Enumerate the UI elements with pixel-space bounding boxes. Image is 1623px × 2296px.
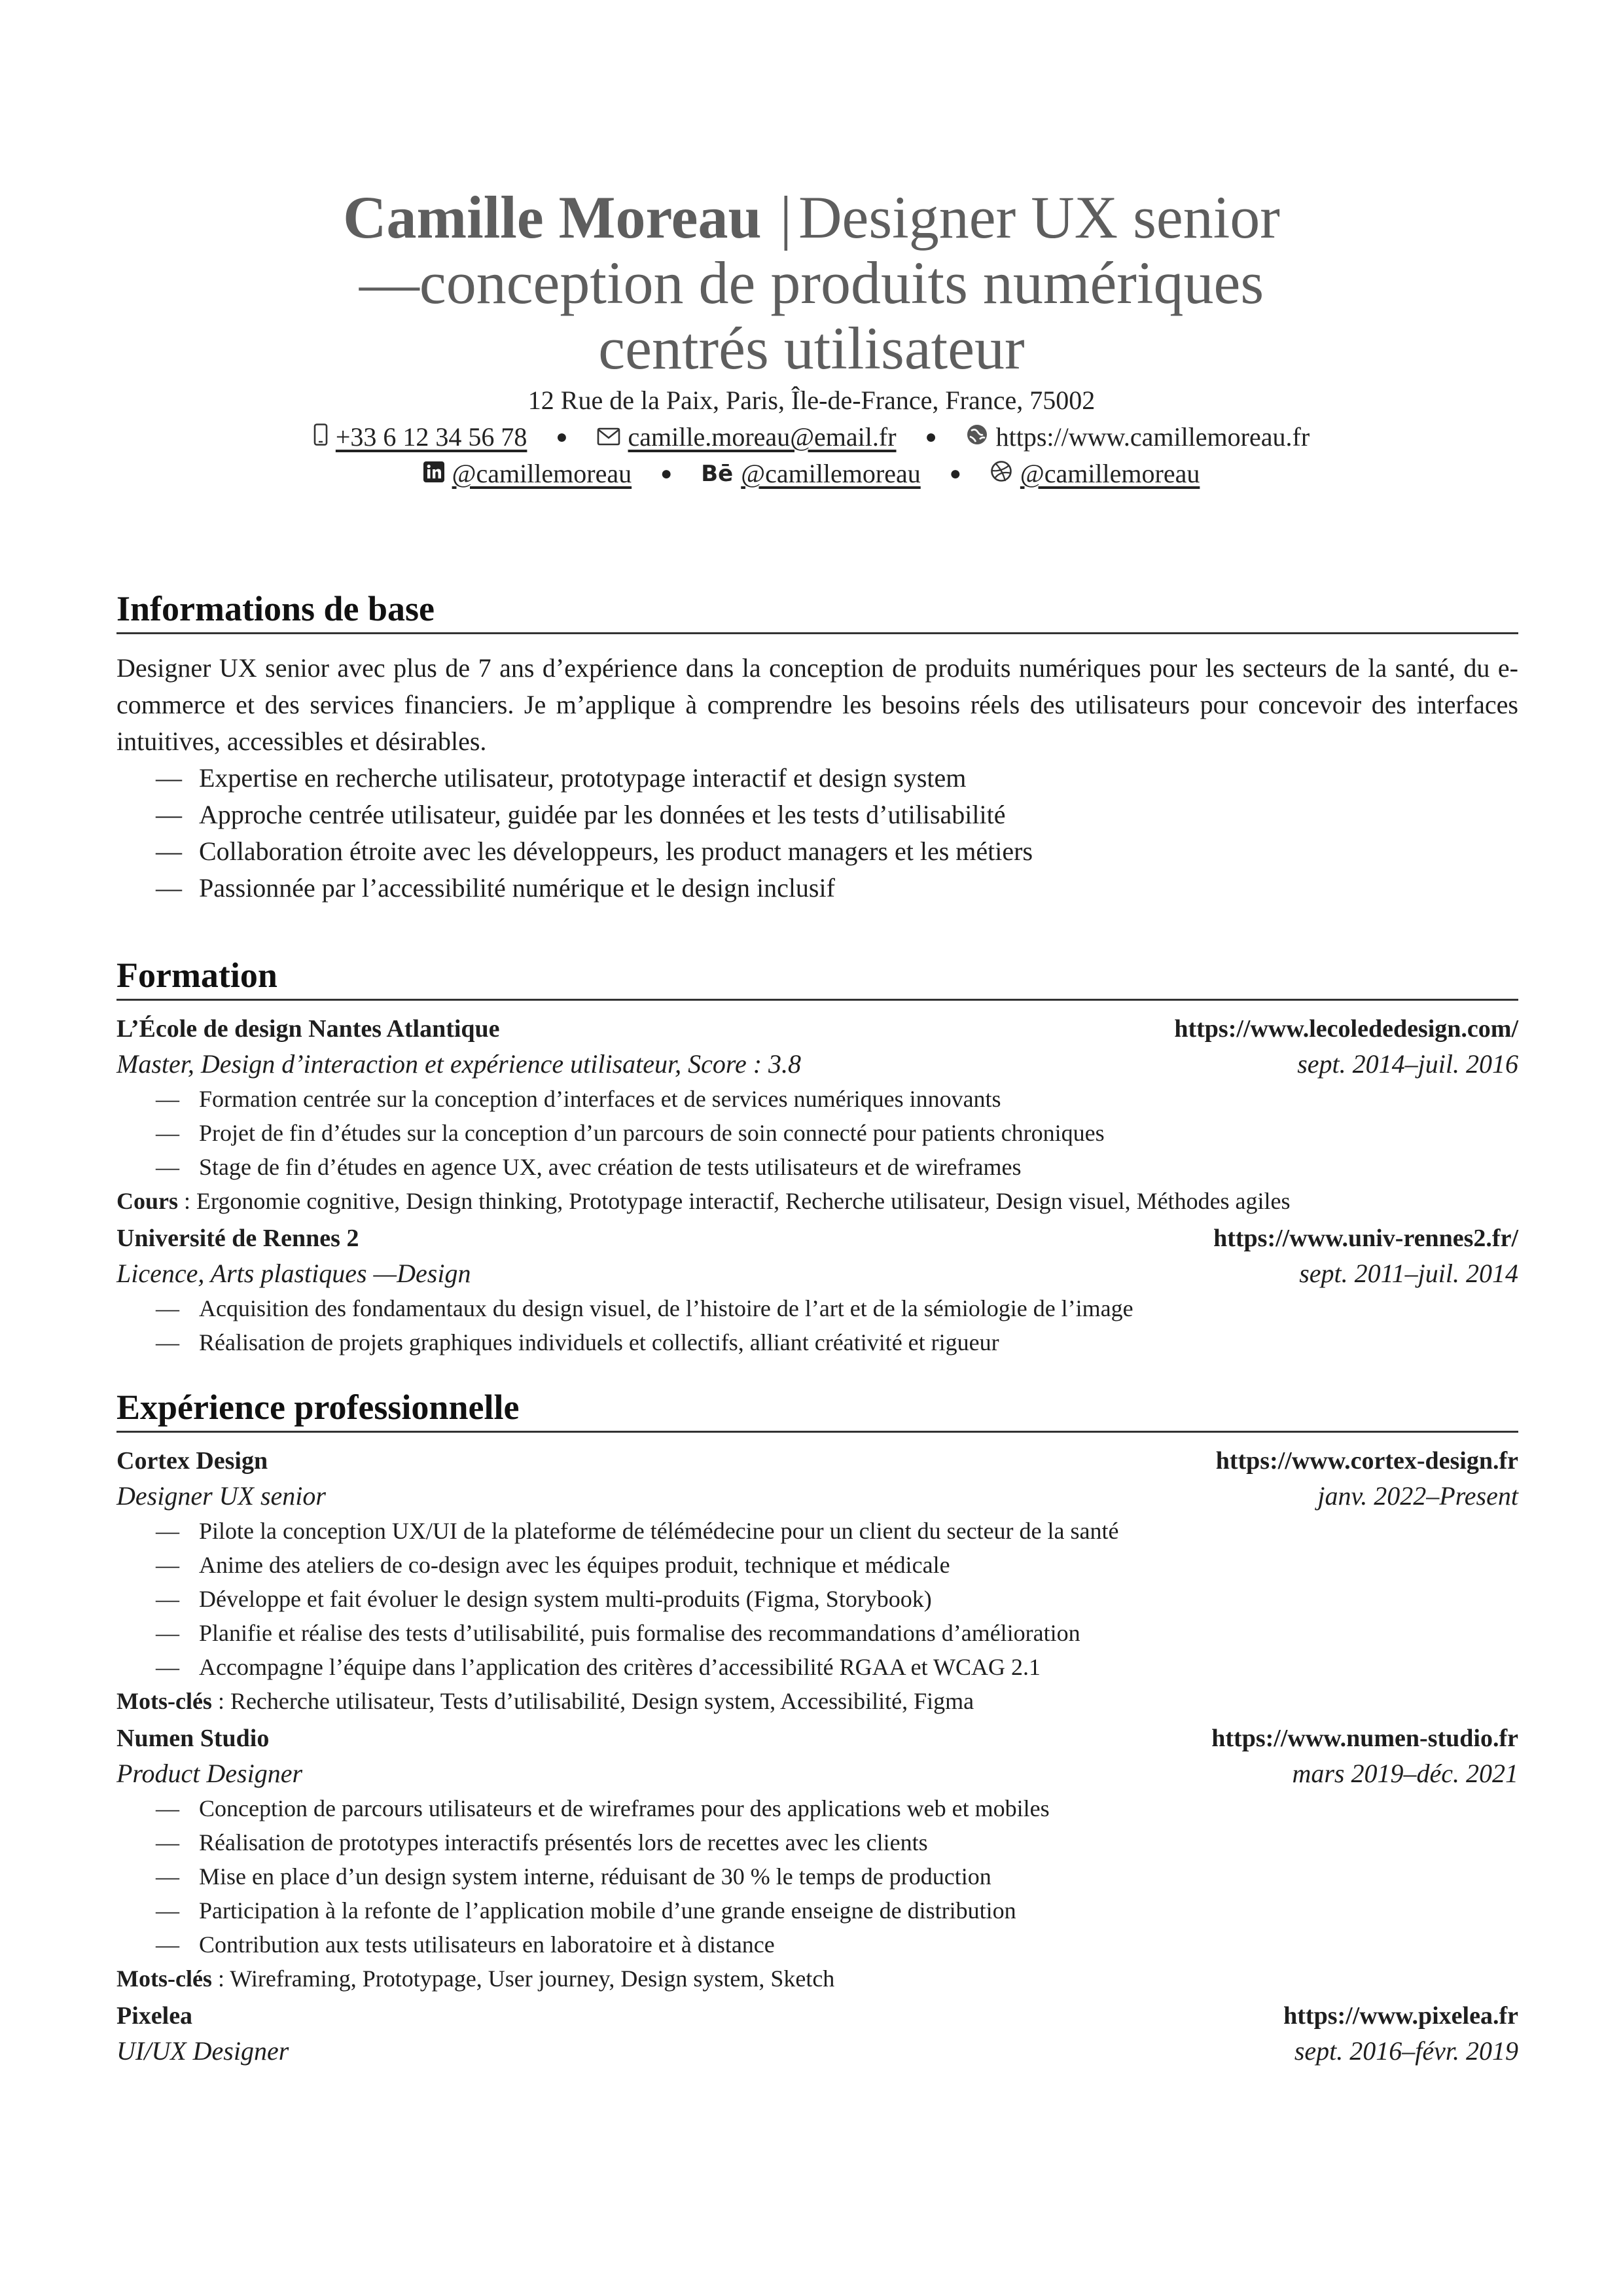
- company-url[interactable]: https://www.pixelea.fr: [1283, 2002, 1518, 2030]
- email-contact[interactable]: [597, 419, 897, 456]
- separator-dot: ●: [949, 463, 961, 484]
- dribbble-contact[interactable]: [990, 456, 1200, 492]
- company-url[interactable]: https://www.cortex-design.fr: [1215, 1447, 1518, 1475]
- education-entry: [116, 1221, 1518, 1359]
- list-item: — Développe et fait évoluer le design system multi-produits (Figma, Storybook): [116, 1582, 1518, 1616]
- list-item: — Mise en place d’un design system interne, réduisant de 30 % le temps de production: [116, 1859, 1518, 1893]
- degree: Licence, Arts plastiques —Design: [116, 1259, 471, 1288]
- experience-entry: [116, 1721, 1518, 1996]
- keywords-label: Mots-clés: [116, 1965, 212, 1992]
- contact-line-2: [0, 456, 1623, 492]
- title-separator: |: [779, 184, 793, 251]
- separator-dot: ●: [660, 463, 673, 484]
- entry-header: [116, 1443, 1518, 1479]
- envelope-icon: [597, 419, 620, 456]
- website-link[interactable]: https://www.camillemoreau.fr: [995, 422, 1310, 452]
- behance-icon: Bē: [701, 461, 734, 487]
- list-item: — Projet de fin d’études sur la conception d’un parcours de soin connecté pour patients chroniques: [116, 1116, 1518, 1150]
- experience-section: [116, 1386, 1518, 2069]
- role: Designer UX senior: [116, 1481, 326, 1511]
- company-name: Pixelea: [116, 2002, 193, 2030]
- phone-link[interactable]: +33 6 12 34 56 78: [335, 422, 527, 452]
- entry-subheader: [116, 2034, 1518, 2069]
- list-item: — Planifie et réalise des tests d’utilisabilité, puis formalise des recommandations d’amélioration: [116, 1616, 1518, 1650]
- section-heading: Expérience professionnelle: [116, 1386, 1518, 1433]
- keywords-line: [116, 1962, 1518, 1996]
- list-item: — Participation à la refonte de l’application mobile d’une grande enseigne de distribution: [116, 1893, 1518, 1928]
- summary-paragraph: Designer UX senior avec plus de 7 ans d’expérience dans la conception de produits numériques pour les secteurs de la santé, du e-commerce et des services financiers. Je m’applique à comprendre les besoins réels des utilisateurs pour concevoir des interfaces intuitives, accessibles et désirables.: [116, 653, 1518, 756]
- linkedin-icon: [423, 456, 444, 492]
- person-name: Camille Moreau: [343, 184, 762, 251]
- company-name: Cortex Design: [116, 1447, 268, 1475]
- list-item: — Pilote la conception UX/UI de la plateforme de télémédecine pour un client du secteur de la santé: [116, 1514, 1518, 1548]
- dates: sept. 2016–févr. 2019: [1294, 2036, 1518, 2066]
- list-item: — Approche centrée utilisateur, guidée par les données et les tests d’utilisabilité: [116, 797, 1518, 833]
- entry-subheader: [116, 1256, 1518, 1291]
- list-item: — Anime des ateliers de co-design avec les équipes produit, technique et médicale: [116, 1548, 1518, 1582]
- job-title: Designer UX senior: [798, 184, 1280, 251]
- linkedin-contact[interactable]: [423, 456, 632, 492]
- list-item: — Stage de fin d’études en agence UX, avec création de tests utilisateurs et de wireframes: [116, 1150, 1518, 1184]
- website-contact[interactable]: [966, 419, 1310, 456]
- dates: janv. 2022–Present: [1317, 1481, 1518, 1511]
- phone-contact[interactable]: [313, 419, 527, 456]
- entry-bullets: [116, 1514, 1518, 1684]
- role: UI/UX Designer: [116, 2036, 289, 2066]
- entry-header: [116, 1998, 1518, 2034]
- entry-bullets: [116, 1082, 1518, 1184]
- keywords-list: : Wireframing, Prototypage, User journey, Design system, Sketch: [211, 1965, 835, 1992]
- mobile-phone-icon: [313, 419, 328, 456]
- behance-link[interactable]: @camillemoreau: [741, 459, 921, 488]
- section-heading: Formation: [116, 954, 1518, 1001]
- job-title-line3: centrés utilisateur: [598, 315, 1025, 382]
- summary-bullets: [116, 760, 1518, 906]
- address: 12 Rue de la Paix, Paris, Île-de-France, France, 75002: [527, 386, 1096, 415]
- list-item: — Formation centrée sur la conception d’interfaces et de services numériques innovants: [116, 1082, 1518, 1116]
- contact-line-1: [0, 419, 1623, 456]
- education-section: [116, 954, 1518, 1359]
- school-name: Université de Rennes 2: [116, 1225, 359, 1252]
- dates: sept. 2014–juil. 2016: [1297, 1049, 1518, 1079]
- list-item: — Expertise en recherche utilisateur, prototypage interactif et design system: [116, 760, 1518, 797]
- company-url[interactable]: https://www.numen-studio.fr: [1211, 1725, 1518, 1752]
- dribbble-link[interactable]: @camillemoreau: [1020, 459, 1200, 488]
- entry-bullets: [116, 1791, 1518, 1962]
- list-item: — Réalisation de prototypes interactifs présentés lors de recettes avec les clients: [116, 1825, 1518, 1859]
- globe-icon: [966, 419, 988, 456]
- entry-subheader: [116, 1756, 1518, 1791]
- degree: Master, Design d’interaction et expérience utilisateur, Score : 3.8: [116, 1049, 802, 1079]
- resume-title: [0, 185, 1623, 381]
- section-heading: Informations de base: [116, 588, 1518, 634]
- school-url[interactable]: https://www.univ-rennes2.fr/: [1213, 1225, 1518, 1252]
- school-name: L’École de design Nantes Atlantique: [116, 1015, 500, 1043]
- list-item: — Collaboration étroite avec les développeurs, les product managers et les métiers: [116, 833, 1518, 870]
- entry-subheader: [116, 1479, 1518, 1514]
- dates: sept. 2011–juil. 2014: [1299, 1259, 1518, 1288]
- entry-header: [116, 1221, 1518, 1256]
- list-item: — Réalisation de projets graphiques individuels et collectifs, alliant créativité et rigueur: [116, 1325, 1518, 1359]
- list-item: — Contribution aux tests utilisateurs en laboratoire et à distance: [116, 1928, 1518, 1962]
- courses-label: Cours: [116, 1188, 179, 1214]
- entry-bullets: [116, 1291, 1518, 1359]
- courses-list: : Ergonomie cognitive, Design thinking, Prototypage interactif, Recherche utilisateur, Design visuel, Méthodes agiles: [178, 1188, 1291, 1214]
- email-link[interactable]: camille.moreau@email.fr: [628, 422, 897, 452]
- education-entry: [116, 1011, 1518, 1218]
- behance-contact[interactable]: [701, 456, 920, 492]
- separator-dot: ●: [556, 426, 568, 448]
- list-item: — Conception de parcours utilisateurs et de wireframes pour des applications web et mobiles: [116, 1791, 1518, 1825]
- experience-entry: [116, 1443, 1518, 1718]
- separator-dot: ●: [925, 426, 937, 448]
- job-title-line2: —conception de produits numériques: [359, 249, 1264, 316]
- keywords-label: Mots-clés: [116, 1688, 212, 1714]
- entry-header: [116, 1721, 1518, 1756]
- dates: mars 2019–déc. 2021: [1292, 1759, 1518, 1788]
- dribbble-icon: [990, 456, 1012, 492]
- entry-header: [116, 1011, 1518, 1047]
- entry-subheader: [116, 1047, 1518, 1082]
- school-url[interactable]: https://www.lecolededesign.com/: [1174, 1015, 1518, 1043]
- keywords-list: : Recherche utilisateur, Tests d’utilisabilité, Design system, Accessibilité, Figma: [211, 1688, 974, 1714]
- linkedin-link[interactable]: @camillemoreau: [452, 459, 632, 488]
- keywords-line: [116, 1684, 1518, 1718]
- resume-header: [0, 185, 1623, 492]
- list-item: — Passionnée par l’accessibilité numérique et le design inclusif: [116, 870, 1518, 906]
- experience-entry: [116, 1998, 1518, 2069]
- summary-section: [116, 588, 1518, 906]
- list-item: — Accompagne l’équipe dans l’application des critères d’accessibilité RGAA et WCAG 2.1: [116, 1650, 1518, 1684]
- courses-line: [116, 1184, 1518, 1218]
- list-item: — Acquisition des fondamentaux du design visuel, de l’histoire de l’art et de la sémiologie de l’image: [116, 1291, 1518, 1325]
- company-name: Numen Studio: [116, 1725, 270, 1752]
- role: Product Designer: [116, 1759, 303, 1788]
